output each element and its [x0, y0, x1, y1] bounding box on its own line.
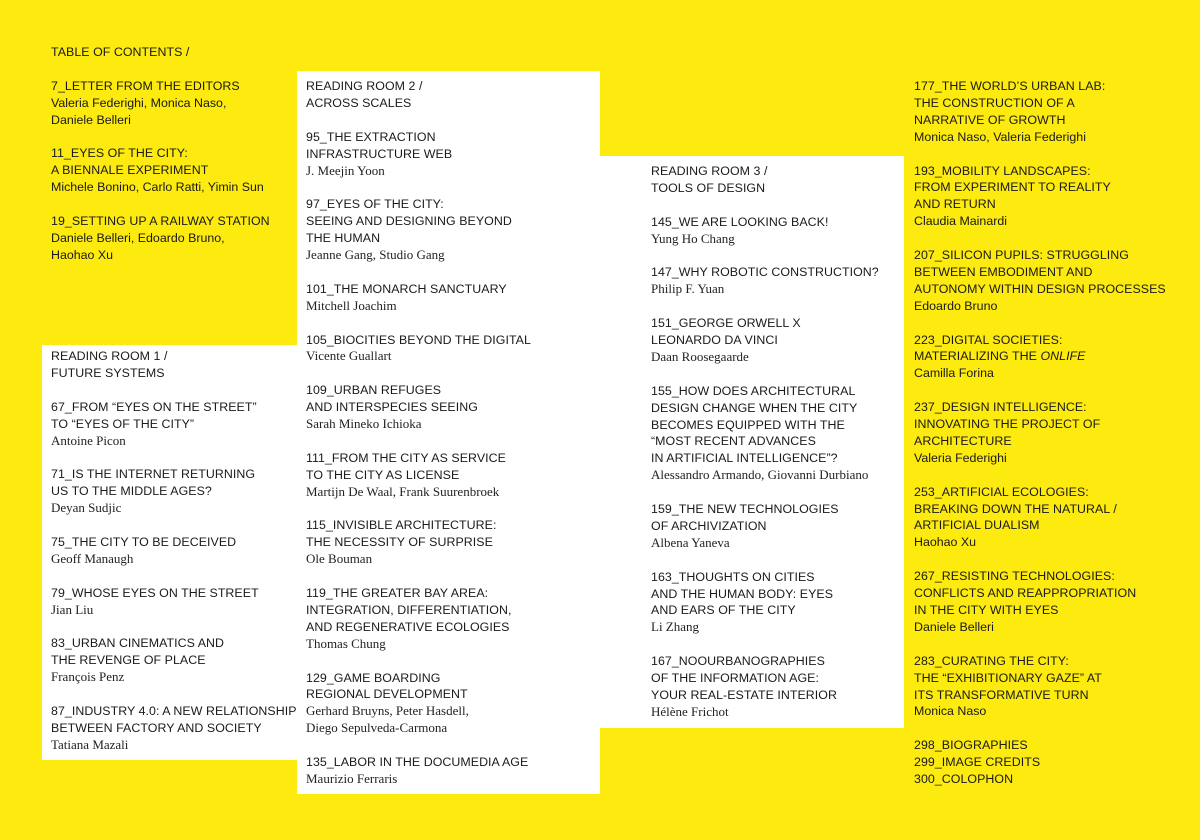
entry-title-line: OF THE INFORMATION AGE: [651, 671, 819, 686]
entry-title-line: 207_SILICON PUPILS: STRUGGLING [914, 248, 1129, 263]
entry-title-line: INFRASTRUCTURE WEB [306, 146, 453, 161]
entry-authors: Mitchell Joachim [306, 297, 397, 313]
entry-authors: Monica Naso [914, 704, 987, 719]
reading-room-2-list [306, 129, 531, 788]
toc-entry[interactable] [51, 703, 297, 754]
toc-intro-column [51, 44, 270, 281]
entry-title-line: AND RETURN [914, 197, 996, 212]
entry-title-line: REGIONAL DEVELOPMENT [306, 687, 468, 702]
entry-authors: Jeanne Gang, Studio Gang [306, 247, 445, 263]
entry-title-line: 145_WE ARE LOOKING BACK! [651, 214, 829, 229]
entry-title-line: 299_IMAGE CREDITS [914, 755, 1041, 770]
entry-title-line: “MOST RECENT ADVANCES [651, 434, 816, 449]
toc-entry[interactable] [914, 653, 1166, 721]
entry-title-line: 147_WHY ROBOTIC CONSTRUCTION? [651, 265, 879, 280]
entry-title-line: 111_FROM THE CITY AS SERVICE [306, 450, 506, 465]
toc-entry[interactable] [306, 517, 531, 568]
entry-title-line: 267_RESISTING TECHNOLOGIES: [914, 569, 1115, 584]
entry-title-line: 300_COLOPHON [914, 772, 1014, 787]
entry-title-line: 135_LABOR IN THE DOCUMEDIA AGE [306, 755, 529, 770]
toc-entry[interactable] [914, 568, 1166, 636]
entry-authors: Thomas Chung [306, 635, 386, 651]
entry-authors: Daan Roosegaarde [651, 348, 749, 364]
entry-authors: Daniele Belleri [914, 619, 994, 634]
entry-authors: Ole Bouman [306, 551, 373, 567]
entry-authors: Michele Bonino, Carlo Ratti, Yimin Sun [51, 180, 264, 195]
entry-authors: Li Zhang [651, 619, 700, 635]
entry-title-line: 67_FROM “EYES ON THE STREET” [51, 399, 257, 414]
entry-title-line: 223_DIGITAL SOCIETIES: [914, 332, 1063, 347]
heading-line: READING ROOM 3 / [651, 164, 768, 178]
entry-title-line: 95_THE EXTRACTION [306, 129, 436, 144]
entry-title-line: 115_INVISIBLE ARCHITECTURE: [306, 518, 497, 533]
toc-entry[interactable] [914, 163, 1166, 231]
entry-title-italic: ONLIFE [1040, 349, 1086, 364]
toc-entry[interactable] [51, 585, 297, 619]
entry-authors: Deyan Sudjic [51, 500, 122, 516]
entry-title-line: 71_IS THE INTERNET RETURNING [51, 467, 256, 482]
toc-entry[interactable] [306, 450, 531, 501]
toc-entry[interactable] [306, 332, 531, 366]
entry-title-line: 97_EYES OF THE CITY: [306, 197, 444, 212]
entry-title-line: 163_THOUGHTS ON CITIES [651, 569, 815, 584]
entry-title-line: BREAKING DOWN THE NATURAL / [914, 501, 1117, 516]
reading-room-1-heading [51, 348, 297, 382]
entry-authors: Camilla Forina [914, 366, 994, 381]
entry-title-line: OF ARCHIVIZATION [651, 518, 767, 533]
right-column-list [914, 78, 1166, 788]
entry-authors: Haohao Xu [51, 247, 114, 262]
entry-title-line: IN ARTIFICIAL INTELLIGENCE”? [651, 451, 838, 466]
entry-authors: Gerhard Bruyns, Peter Hasdell, [306, 703, 469, 719]
entry-title-line: THE HUMAN [306, 231, 381, 246]
entry-title-line: 253_ARTIFICIAL ECOLOGIES: [914, 484, 1089, 499]
entry-title-line [914, 348, 1166, 365]
entry-title-line: 151_GEORGE ORWELL X [651, 316, 801, 331]
entry-authors: Yung Ho Chang [651, 230, 735, 246]
entry-title-line: ARTIFICIAL DUALISM [914, 518, 1040, 533]
reading-room-3-list [651, 214, 879, 721]
entry-title-prefix: MATERIALIZING THE [914, 349, 1041, 364]
entry-title-line: A BIENNALE EXPERIMENT [51, 163, 209, 178]
toc-entry[interactable] [651, 264, 879, 298]
entry-authors: Valeria Federighi [914, 450, 1007, 465]
toc-entry[interactable] [651, 653, 879, 721]
entry-title-line: 87_INDUSTRY 4.0: A NEW RELATIONSHIP [51, 703, 297, 718]
entry-authors: Edoardo Bruno [914, 298, 998, 313]
toc-entry[interactable] [306, 281, 531, 315]
toc-entry[interactable] [306, 129, 531, 180]
entry-title-line: DESIGN CHANGE WHEN THE CITY [651, 400, 858, 415]
entry-title-line: 75_THE CITY TO BE DECEIVED [51, 534, 237, 549]
entry-title-line: IN THE CITY WITH EYES [914, 603, 1059, 617]
entry-title-line: 129_GAME BOARDING [306, 670, 441, 685]
entry-title-line: 283_CURATING THE CITY: [914, 653, 1069, 668]
toc-entry[interactable] [651, 383, 879, 484]
entry-authors: Antoine Picon [51, 432, 126, 448]
entry-title-line: 101_THE MONARCH SANCTUARY [306, 281, 507, 296]
entry-title-line: TO THE CITY AS LICENSE [306, 467, 460, 482]
entry-title-line: BETWEEN FACTORY AND SOCIETY [51, 720, 262, 735]
toc-entry[interactable] [914, 737, 1166, 788]
entry-authors: Haohao Xu [914, 535, 977, 550]
toc-entry[interactable] [914, 332, 1166, 383]
toc-entry[interactable] [51, 78, 270, 129]
toc-entry[interactable] [51, 399, 297, 450]
entry-authors: Daniele Belleri [51, 112, 131, 127]
entry-authors: Alessandro Armando, Giovanni Durbiano [651, 467, 869, 483]
toc-entry[interactable] [51, 534, 297, 568]
entry-title-line: NARRATIVE OF GROWTH [914, 112, 1066, 127]
toc-entry[interactable] [306, 382, 531, 433]
toc-entry[interactable] [651, 214, 879, 248]
reading-room-1-column [51, 348, 297, 771]
entry-title-line: 105_BIOCITIES BEYOND THE DIGITAL [306, 332, 531, 347]
toc-entry[interactable] [306, 670, 531, 738]
entry-title-line: 83_URBAN CINEMATICS AND [51, 636, 225, 651]
entry-authors: Maurizio Ferraris [306, 771, 398, 786]
reading-room-3-heading [651, 163, 879, 197]
entry-title-line: BETWEEN EMBODIMENT AND [914, 264, 1093, 279]
entry-authors: Martijn De Waal, Frank Suurenbroek [306, 483, 500, 499]
toc-intro-list [51, 78, 270, 264]
toc-entry[interactable] [51, 145, 270, 196]
entry-authors: Sarah Mineko Ichioka [306, 416, 422, 432]
entry-title-line: INNOVATING THE PROJECT OF [914, 417, 1101, 432]
right-column [914, 78, 1166, 805]
heading-line: TOOLS OF DESIGN [651, 180, 766, 195]
entry-title-line: AND EARS OF THE CITY [651, 603, 796, 618]
toc-entry[interactable] [306, 754, 531, 788]
heading-line: READING ROOM 2 / [306, 79, 423, 93]
entry-title-line: THE CONSTRUCTION OF A [914, 95, 1075, 110]
entry-authors: Claudia Mainardi [914, 214, 1007, 229]
toc-entry[interactable] [306, 585, 531, 653]
reading-room-2-column [306, 78, 531, 805]
toc-entry[interactable] [914, 247, 1166, 315]
entry-title-line: ARCHITECTURE [914, 433, 1012, 448]
entry-title-line: THE “EXHIBITIONARY GAZE” AT [914, 670, 1102, 685]
entry-title-line: YOUR REAL-ESTATE INTERIOR [651, 687, 837, 702]
toc-entry[interactable] [51, 635, 297, 686]
toc-entry[interactable] [651, 501, 879, 552]
entry-title-line: BECOMES EQUIPPED WITH THE [651, 417, 845, 432]
entry-title-line: TO “EYES OF THE CITY” [51, 416, 195, 431]
entry-authors: Hélène Frichot [651, 703, 729, 719]
entry-title-line: 79_WHOSE EYES ON THE STREET [51, 585, 259, 600]
entry-title-line: 193_MOBILITY LANDSCAPES: [914, 163, 1091, 178]
heading-line: READING ROOM 1 / [51, 349, 168, 363]
entry-title-line: AND REGENERATIVE ECOLOGIES [306, 619, 510, 634]
entry-title-line: 159_THE NEW TECHNOLOGIES [651, 502, 839, 517]
toc-title-text: TABLE OF CONTENTS / [51, 45, 190, 59]
toc-entry[interactable] [914, 78, 1166, 146]
entry-title-line: THE NECESSITY OF SURPRISE [306, 535, 493, 550]
entry-title-line: 167_NOOURBANOGRAPHIES [651, 654, 825, 669]
entry-title-line: AUTONOMY WITHIN DESIGN PROCESSES [914, 281, 1166, 296]
entry-title-line: 7_LETTER FROM THE EDITORS [51, 78, 240, 93]
entry-authors: Philip F. Yuan [651, 281, 725, 297]
entry-title-line: INTEGRATION, DIFFERENTIATION, [306, 602, 512, 617]
entry-title-line: SEEING AND DESIGNING BEYOND [306, 214, 512, 229]
entry-title-line: THE REVENGE OF PLACE [51, 653, 206, 668]
entry-authors: Tatiana Mazali [51, 736, 129, 752]
toc-entry[interactable] [651, 315, 879, 366]
entry-title-line: ITS TRANSFORMATIVE TURN [914, 687, 1089, 702]
entry-title-line: LEONARDO DA VINCI [651, 333, 778, 348]
entry-authors: Jian Liu [51, 601, 94, 617]
entry-authors: Vicente Guallart [306, 348, 392, 364]
heading-line: ACROSS SCALES [306, 95, 412, 110]
toc-entry[interactable] [51, 213, 270, 264]
entry-authors: J. Meejin Yoon [306, 162, 385, 178]
entry-title-line: 119_THE GREATER BAY AREA: [306, 586, 489, 601]
heading-line: FUTURE SYSTEMS [51, 365, 165, 380]
entry-authors: Daniele Belleri, Edoardo Bruno, [51, 230, 225, 245]
entry-title-line: 298_BIOGRAPHIES [914, 738, 1028, 753]
toc-entry[interactable] [914, 399, 1166, 467]
toc-entry[interactable] [651, 569, 879, 637]
entry-authors: François Penz [51, 669, 125, 685]
reading-room-3-column [651, 163, 879, 738]
entry-authors: Albena Yaneva [651, 534, 730, 550]
entry-title-line: AND INTERSPECIES SEEING [306, 400, 478, 415]
toc-entry[interactable] [306, 196, 531, 264]
entry-authors: Monica Naso, Valeria Federighi [914, 129, 1086, 144]
entry-title-line: 237_DESIGN INTELLIGENCE: [914, 400, 1087, 415]
entry-title-line: CONFLICTS AND REAPPROPRIATION [914, 586, 1137, 601]
entry-title-line: FROM EXPERIMENT TO REALITY [914, 180, 1111, 195]
entry-title-line: 109_URBAN REFUGES [306, 383, 442, 398]
entry-title-line: 177_THE WORLD’S URBAN LAB: [914, 79, 1106, 93]
entry-title-line: 11_EYES OF THE CITY: [51, 146, 188, 161]
toc-entry[interactable] [914, 484, 1166, 552]
entry-authors: Diego Sepulveda-Carmona [306, 720, 448, 736]
reading-room-1-list [51, 399, 297, 754]
entry-title-line: 19_SETTING UP A RAILWAY STATION [51, 214, 270, 229]
toc-title [51, 44, 270, 61]
reading-room-2-heading [306, 78, 531, 112]
entry-title-line: 155_HOW DOES ARCHITECTURAL [651, 383, 856, 398]
entry-authors: Geoff Manaugh [51, 550, 134, 566]
toc-entry[interactable] [51, 466, 297, 517]
entry-authors: Valeria Federighi, Monica Naso, [51, 95, 227, 110]
entry-title-line: AND THE HUMAN BODY: EYES [651, 586, 834, 601]
entry-title-line: US TO THE MIDDLE AGES? [51, 484, 212, 499]
